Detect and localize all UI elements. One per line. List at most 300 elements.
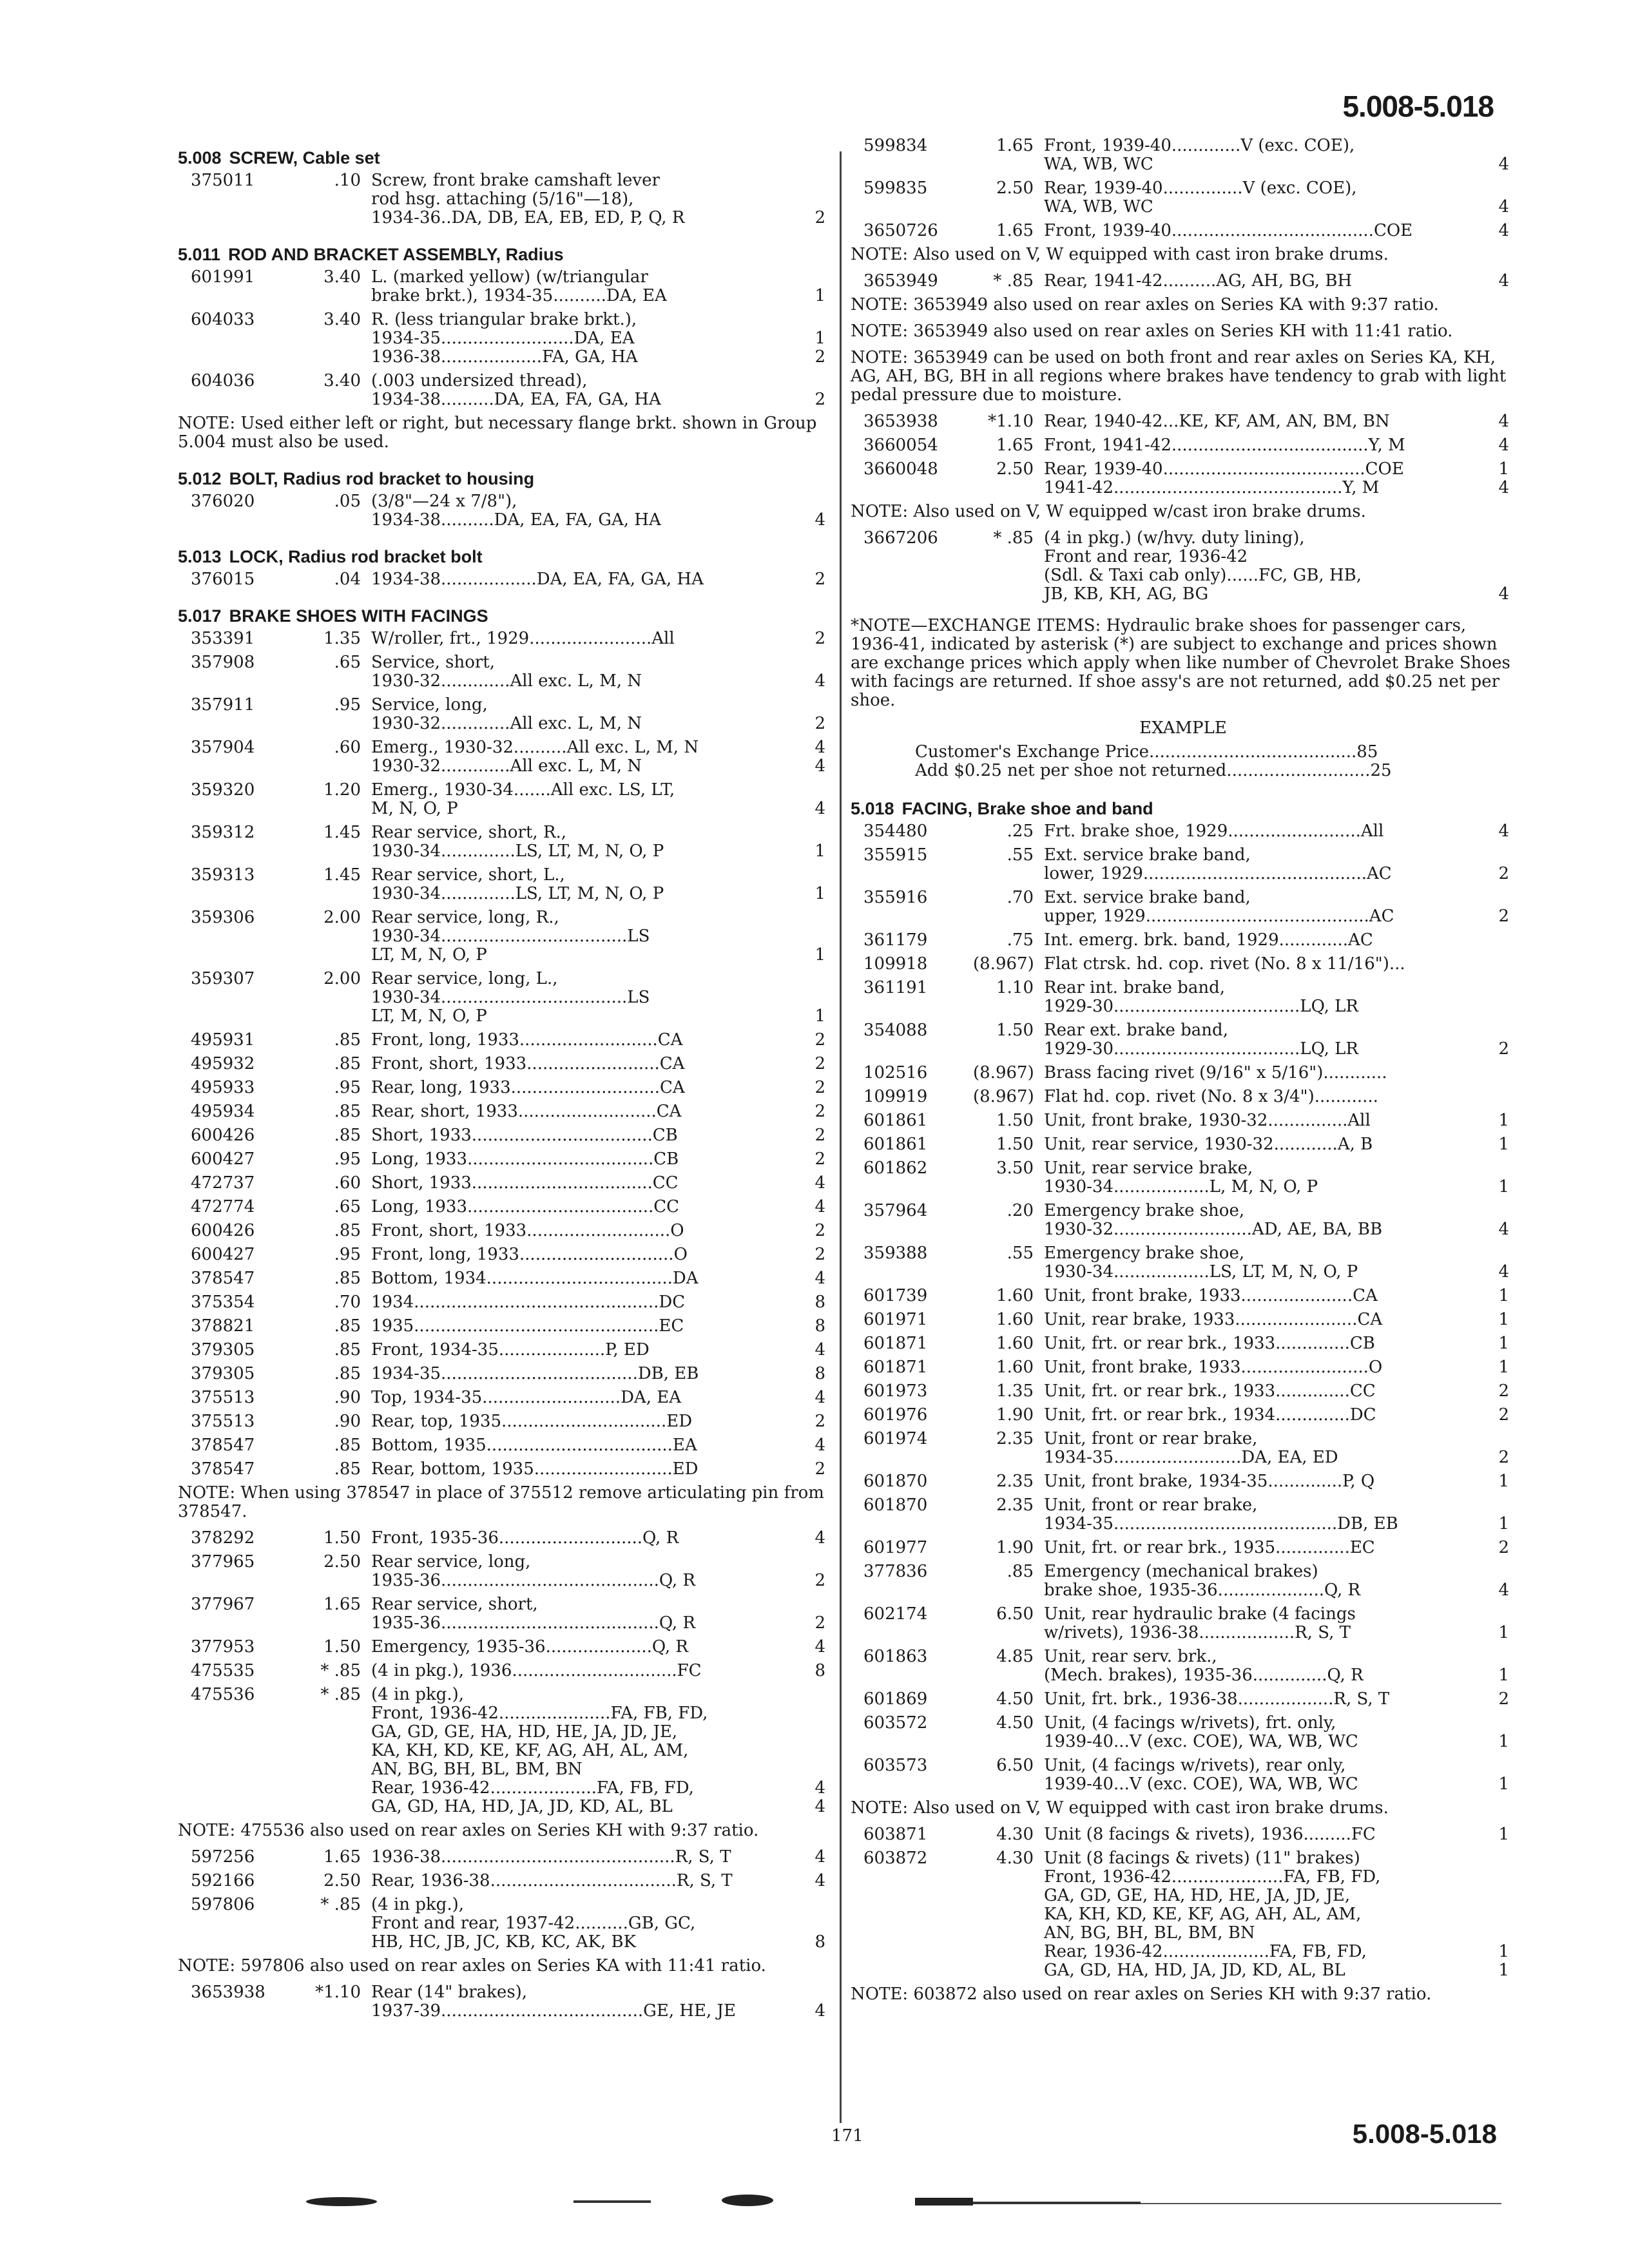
price: .95: [334, 1078, 361, 1097]
part-number: 601871: [863, 1334, 928, 1353]
left-column: [178, 145, 832, 2039]
part-number: 601870: [863, 1495, 928, 1515]
price: 1.65: [996, 436, 1034, 455]
part-number: 361179: [863, 930, 928, 950]
part-number: 597806: [191, 1895, 255, 1914]
price: 1.60: [996, 1286, 1034, 1305]
section-5-008: [178, 149, 832, 227]
description: Unit, rear hydraulic brake (4 facings w/rivets), 1936-38..................R, S, T: [1044, 1604, 1356, 1642]
description: Unit, front or rear brake, 1934-35..........................................DB, EB: [1044, 1495, 1398, 1533]
description: Flat hd. cop. rivet (No. 8 x 3/4")............: [1044, 1087, 1378, 1106]
part-row: [851, 1756, 1516, 1794]
part-number: 602174: [863, 1604, 928, 1624]
description: Int. emerg. brk. band, 1929.............AC: [1044, 930, 1373, 950]
description: Bottom, 1934...................................DA: [371, 1269, 699, 1288]
part-row: [178, 1553, 832, 1590]
part-row: [851, 1430, 1516, 1467]
part-number: 357911: [191, 695, 255, 715]
part-row: [851, 272, 1516, 291]
quantity: 1: [1498, 1111, 1509, 1130]
part-row: [178, 823, 832, 861]
quantity: 4: [815, 1637, 825, 1657]
price: 1.35: [996, 1381, 1034, 1401]
quantity: 2: [815, 1102, 825, 1121]
description: Unit, (4 facings w/rivets), rear only, 1939-40...V (exc. COE), WA, WB, WC: [1044, 1756, 1358, 1794]
quantity: 8: [815, 1932, 825, 1952]
part-row: [178, 171, 832, 227]
quantity: 2: [815, 1245, 825, 1264]
part-number: 604033: [191, 310, 255, 329]
part-number: 3650726: [863, 221, 938, 240]
part-row: [178, 1102, 832, 1121]
part-number: 359312: [191, 823, 255, 842]
part-number: 378547: [191, 1269, 255, 1288]
part-number: 353391: [191, 629, 255, 648]
part-number: 361191: [863, 978, 928, 997]
part-row: [851, 822, 1516, 841]
note: NOTE: 3653949 also used on rear axles on Series KA with 9:37 ratio.: [851, 295, 1439, 314]
quantity: 1: [1498, 1666, 1509, 1685]
price: 1.45: [323, 865, 361, 885]
part-number: 375011: [191, 171, 255, 190]
price: 2.00: [323, 908, 361, 927]
part-row: [851, 436, 1516, 455]
part-row: [851, 1111, 1516, 1130]
description: Front, 1935-36...........................Q, R: [371, 1528, 679, 1548]
description: Rear, short, 1933..........................CA: [371, 1102, 682, 1121]
part-row: [178, 1389, 832, 1407]
description: 1935..............................................EC: [371, 1316, 684, 1336]
quantity: 8: [815, 1661, 825, 1680]
section-number: 5.017: [178, 606, 222, 626]
section-title: [178, 245, 832, 264]
description: Unit, front brake, 1934-35..............P, Q: [1044, 1472, 1375, 1491]
part-row: [178, 1293, 832, 1312]
quantity: 4: [815, 1388, 825, 1407]
part-row: [178, 1269, 832, 1288]
description: Front, 1939-40......................................COE: [1044, 221, 1413, 240]
part-number: 603872: [863, 1849, 928, 1868]
part-row: [851, 1539, 1516, 1557]
part-row: [851, 1406, 1516, 1425]
note: NOTE: 597806 also used on rear axles on Series KA with 11:41 ratio.: [178, 1956, 766, 1975]
price: 4.30: [996, 1825, 1034, 1844]
quantity: 1: [1498, 1177, 1509, 1196]
description: Flat ctrsk. hd. cop. rivet (No. 8 x 11/16")...: [1044, 954, 1405, 974]
page-range-header: 5.008-5.018: [1342, 90, 1494, 123]
part-number: 102516: [863, 1063, 928, 1082]
price: .85: [334, 1030, 361, 1050]
page-range-footer: 5.008-5.018: [1352, 2119, 1497, 2149]
part-number: 377953: [191, 1637, 255, 1657]
exchange-note: *NOTE—EXCHANGE ITEMS: Hydraulic brake shoes for passenger cars, 1936-41, indicated by asterisk (*) are subject to exchange and prices shown are exchange prices which apply when like number of Chevrolet Brake Shoes with facings are returned. If shoe assy's are not returned, add $0.25 net per shoe.: [851, 616, 1510, 710]
price: .75: [1007, 930, 1034, 950]
quantity: 1: [1498, 1514, 1509, 1533]
description: Rear service, short, R., 1930-34..............LS, LT, M, N, O, P: [371, 823, 664, 861]
part-number: 359313: [191, 865, 255, 885]
quantity: 4: [1498, 1262, 1509, 1282]
description: Short, 1933..................................CB: [371, 1126, 678, 1145]
part-number: 359320: [191, 780, 255, 800]
quantity: 1: [815, 841, 825, 861]
description: Rear service, long, L., 1930-34...................................LS LT, M, N, O, P: [371, 969, 650, 1026]
price: 2.00: [323, 969, 361, 988]
description: Frt. brake shoe, 1929.........................All: [1044, 822, 1384, 841]
price: .55: [1007, 845, 1034, 865]
price: * .85: [320, 1685, 361, 1704]
quantity: 4: [815, 799, 825, 818]
part-row: [178, 1341, 832, 1360]
quantity: 2: [815, 714, 825, 733]
quantity: 1 4: [1498, 459, 1509, 497]
quantity: 8: [815, 1364, 825, 1383]
part-row: [851, 955, 1516, 974]
description: Bottom, 1935...................................EA: [371, 1436, 697, 1455]
description: 1934..............................................DC: [371, 1293, 686, 1312]
quantity: 4: [815, 1528, 825, 1548]
part-row: [178, 738, 832, 776]
description: Front, 1941-42.....................................Y, M: [1044, 436, 1405, 455]
quantity: 2: [1498, 1405, 1509, 1425]
price: 2.50: [323, 1871, 361, 1890]
part-row: [178, 1198, 832, 1216]
quantity: 4: [815, 2001, 825, 2021]
part-number: 376020: [191, 492, 255, 511]
price: 1.65: [323, 1847, 361, 1867]
part-row: [851, 1159, 1516, 1196]
part-row: [178, 1245, 832, 1264]
description: Ext. service brake band, upper, 1929..........................................AC: [1044, 888, 1394, 926]
part-row: [851, 979, 1516, 1016]
price: .65: [334, 1197, 361, 1216]
description: Unit, front brake, 1933........................O: [1044, 1358, 1383, 1377]
note: NOTE: Also used on V, W equipped with cast iron brake drums.: [851, 245, 1389, 264]
price: 1.50: [996, 1135, 1034, 1154]
note: NOTE: 603872 also used on rear axles on Series KH with 9:37 ratio.: [851, 1984, 1432, 2004]
description: Rear service, short, 1935-36.........................................Q, R: [371, 1595, 696, 1633]
description: Unit, front brake, 1930-32...............All: [1044, 1111, 1371, 1130]
part-row: [178, 1412, 832, 1431]
quantity: 2: [815, 1221, 825, 1240]
price: 4.85: [996, 1647, 1034, 1666]
price: .85: [334, 1436, 361, 1455]
price: .95: [334, 1245, 361, 1264]
part-number: 354480: [863, 822, 928, 841]
price: .85: [334, 1459, 361, 1479]
quantity: 1 1: [1498, 1942, 1509, 1980]
part-row: [851, 1334, 1516, 1353]
part-number: 604036: [191, 371, 255, 390]
part-number: 375513: [191, 1388, 255, 1407]
price: *1.10: [315, 1983, 361, 2002]
description: Long, 1933...................................CB: [371, 1149, 679, 1169]
part-row: [178, 1529, 832, 1548]
quantity: 2: [815, 1613, 825, 1633]
description: Unit, frt. brk., 1936-38..................R, S, T: [1044, 1689, 1390, 1709]
quantity: 1 2: [815, 329, 825, 367]
part-row: [851, 1714, 1516, 1751]
price: .55: [1007, 1244, 1034, 1263]
part-number: 603572: [863, 1713, 928, 1733]
note: NOTE: 3653949 can be used on both front and rear axles on Series KA, KH, AG, AH, BG, BH in all regions where brakes have tendency to grab with light pedal pressure due to moisture.: [851, 348, 1507, 405]
description: Unit (8 facings & rivets), 1936.........FC: [1044, 1825, 1376, 1844]
quantity: 2: [815, 1054, 825, 1073]
description: Front, 1939-40.............V (exc. COE), WA, WB, WC: [1044, 136, 1355, 174]
part-row: [178, 1686, 832, 1816]
part-row: [851, 1202, 1516, 1239]
part-row: [178, 1983, 832, 2021]
quantity: 2: [1498, 1381, 1509, 1401]
quantity: 2: [1498, 907, 1509, 926]
part-row: [178, 1079, 832, 1097]
price: 2.35: [996, 1495, 1034, 1515]
part-number: 597256: [191, 1847, 255, 1867]
section-number: 5.018: [851, 799, 894, 818]
description: Short, 1933..................................CC: [371, 1173, 679, 1193]
description: 1934-38..................DA, EA, FA, GA, HA: [371, 570, 704, 589]
description: Rear int. brake band, 1929-30...................................LQ, LR: [1044, 978, 1358, 1016]
part-row: [851, 1287, 1516, 1305]
price: 1.50: [996, 1111, 1034, 1130]
part-number: 359388: [863, 1244, 928, 1263]
part-row: [851, 1562, 1516, 1600]
price: .85: [334, 1269, 361, 1288]
part-row: [851, 889, 1516, 926]
description: Front, long, 1933.............................O: [371, 1245, 688, 1264]
note: NOTE: When using 378547 in place of 375512 remove articulating pin from 378547.: [178, 1483, 824, 1521]
price: (8.967): [973, 1087, 1034, 1106]
parts-list: [851, 1825, 1516, 1980]
price: 6.50: [996, 1604, 1034, 1624]
part-number: 375354: [191, 1293, 255, 1312]
quantity: 2: [815, 570, 825, 589]
part-number: 599834: [863, 136, 928, 155]
quantity: 1: [1498, 1732, 1509, 1751]
quantity: 1: [1498, 1286, 1509, 1305]
description: Unit, rear serv. brk., (Mech. brakes), 1935-36..............Q, R: [1044, 1647, 1364, 1685]
note: NOTE: 3653949 also used on rear axles on Series KH with 11:41 ratio.: [851, 322, 1453, 341]
section-number: 5.011: [178, 245, 221, 264]
description: Front, 1934-35....................P, ED: [371, 1340, 650, 1360]
part-number: 601976: [863, 1405, 928, 1425]
part-row: [851, 1825, 1516, 1844]
quantity: 8: [815, 1293, 825, 1312]
price: .95: [334, 695, 361, 715]
part-row: [178, 1595, 832, 1633]
part-number: 600426: [191, 1221, 255, 1240]
price: 6.50: [996, 1756, 1034, 1775]
price: .60: [334, 1173, 361, 1193]
part-row: [178, 866, 832, 903]
part-row: [851, 529, 1516, 604]
price: 2.50: [996, 178, 1034, 198]
price: 4.50: [996, 1713, 1034, 1733]
price: .90: [334, 1388, 361, 1407]
section-name: BRAKE SHOES WITH FACINGS: [229, 606, 488, 626]
description: Service, short, 1930-32.............All exc. L, M, N: [371, 653, 642, 691]
section-5-012: [178, 470, 832, 530]
quantity: 4: [815, 671, 825, 691]
description: Front, short, 1933...........................O: [371, 1221, 684, 1240]
price: 1.50: [323, 1637, 361, 1657]
quantity: 2: [1498, 1448, 1509, 1467]
part-number: 378292: [191, 1528, 255, 1548]
section-name: FACING, Brake shoe and band: [901, 799, 1153, 818]
quantity: 2: [1498, 1689, 1509, 1709]
description: Unit, rear brake, 1933.......................CA: [1044, 1310, 1383, 1329]
part-row: [851, 1088, 1516, 1106]
section-number: 5.008: [178, 148, 222, 168]
price: .70: [334, 1293, 361, 1312]
quantity: 1: [815, 1006, 825, 1026]
example-title: EXAMPLE: [1139, 718, 1227, 738]
price: 1.90: [996, 1405, 1034, 1425]
part-number: 495934: [191, 1102, 255, 1121]
description: Unit, (4 facings w/rivets), frt. only, 1939-40...V (exc. COE), WA, WB, WC: [1044, 1713, 1358, 1751]
description: Unit, frt. or rear brk., 1933..............CC: [1044, 1381, 1376, 1401]
part-number: 378547: [191, 1459, 255, 1479]
quantity: 2: [1498, 864, 1509, 883]
part-row: [851, 179, 1516, 216]
part-row: [178, 1896, 832, 1952]
section-title: [178, 149, 832, 168]
part-row: [851, 1472, 1516, 1491]
description: Emerg., 1930-32..........All exc. L, M, N 1930-32.............All exc. L, M, N: [371, 738, 699, 776]
part-row: [851, 1648, 1516, 1685]
price: .85: [334, 1221, 361, 1240]
part-row: [851, 1358, 1516, 1377]
part-row: [851, 1311, 1516, 1329]
part-number: 377967: [191, 1595, 255, 1614]
description: (4 in pkg.), 1936...............................FC: [371, 1661, 702, 1680]
part-number: 359306: [191, 908, 255, 927]
part-number: 592166: [191, 1871, 255, 1890]
description: Rear, 1941-42..........AG, AH, BG, BH: [1044, 271, 1353, 291]
description: R. (less triangular brake brkt.), 1934-35.........................DA, EA 1936-38...................FA, GA, HA: [371, 310, 638, 367]
description: Service, long, 1930-32.............All exc. L, M, N: [371, 695, 642, 733]
part-number: 601973: [863, 1381, 928, 1401]
price: 1.65: [323, 1595, 361, 1614]
part-row: [178, 781, 832, 818]
part-number: 355916: [863, 888, 928, 907]
right-column: [851, 137, 1516, 2022]
description: Unit, frt. or rear brk., 1933..............CB: [1044, 1334, 1375, 1353]
price: .25: [1007, 822, 1034, 841]
description: 1934-35.....................................DB, EB: [371, 1364, 699, 1383]
description: Top, 1934-35..........................DA, EA: [371, 1388, 681, 1407]
section-name: LOCK, Radius rod bracket bolt: [229, 547, 483, 566]
part-number: 601991: [191, 267, 255, 287]
part-row: [851, 1605, 1516, 1642]
price: * .85: [320, 1895, 361, 1914]
part-number: 601870: [863, 1472, 928, 1491]
quantity: 2: [815, 390, 825, 409]
part-row: [178, 1436, 832, 1455]
price: 2.50: [323, 1552, 361, 1571]
part-number: 378821: [191, 1316, 255, 1336]
quantity: 2: [815, 1078, 825, 1097]
price: 2.50: [996, 459, 1034, 479]
part-number: 3653938: [863, 412, 938, 431]
description: Rear service, long, 1935-36.........................................Q, R: [371, 1552, 696, 1590]
quantity: 4: [1498, 1581, 1509, 1600]
quantity: 1: [1498, 1472, 1509, 1491]
part-number: 379305: [191, 1340, 255, 1360]
part-number: 357904: [191, 738, 255, 757]
description: Rear service, long, R., 1930-34...................................LS LT, M, N, O, P: [371, 908, 650, 965]
description: Emergency brake shoe, 1930-32..........................AD, AE, BA, BB: [1044, 1201, 1383, 1239]
part-number: 603573: [863, 1756, 928, 1775]
part-row: [851, 846, 1516, 883]
part-row: [178, 1317, 832, 1336]
scan-artifact-marks: [303, 2187, 1527, 2213]
example-line: Customer's Exchange Price.......................................85: [915, 742, 1378, 762]
description: Rear service, short, L., 1930-34..............LS, LT, M, N, O, P: [371, 865, 664, 903]
part-row: [851, 137, 1516, 174]
price: 1.65: [996, 221, 1034, 240]
description: (.003 undersized thread), 1934-38..........DA, EA, FA, GA, HA: [371, 371, 661, 409]
note: NOTE: Also used on V, W equipped with cast iron brake drums.: [851, 1798, 1389, 1818]
price: 1.60: [996, 1334, 1034, 1353]
section-title: [178, 607, 832, 626]
description: Brass facing rivet (9/16" x 5/16")............: [1044, 1063, 1387, 1082]
part-number: 495932: [191, 1054, 255, 1073]
quantity: 4: [1498, 584, 1509, 604]
price: .95: [334, 1149, 361, 1169]
part-number: 378547: [191, 1436, 255, 1455]
note: NOTE: Used either left or right, but necessary flange brkt. shown in Group 5.004 must also be used.: [178, 414, 817, 452]
quantity: 4: [815, 1269, 825, 1288]
price: .85: [334, 1102, 361, 1121]
continued-brake-shoes: [851, 529, 1516, 604]
description: Rear, 1939-40...............V (exc. COE), WA, WB, WC: [1044, 178, 1357, 216]
quantity: 2: [815, 1149, 825, 1169]
part-row: [851, 931, 1516, 950]
part-row: [178, 1638, 832, 1657]
description: Emergency brake shoe, 1930-34..................LS, LT, M, N, O, P: [1044, 1244, 1358, 1282]
description: Unit, frt. or rear brk., 1934..............DC: [1044, 1405, 1376, 1425]
quantity: 1: [815, 945, 825, 965]
quantity: 4: [1498, 197, 1509, 216]
price: .65: [334, 653, 361, 672]
part-number: 601862: [863, 1158, 928, 1178]
description: Unit, frt. or rear brk., 1935..............EC: [1044, 1538, 1375, 1557]
quantity: 2: [815, 1571, 825, 1590]
part-number: 109919: [863, 1087, 928, 1106]
part-number: 475536: [191, 1685, 255, 1704]
part-row: [178, 268, 832, 305]
part-number: 600426: [191, 1126, 255, 1145]
part-number: 354088: [863, 1021, 928, 1040]
part-row: [851, 1849, 1516, 1980]
description: 1936-38............................................R, S, T: [371, 1847, 731, 1867]
part-number: 601861: [863, 1135, 928, 1154]
description: Rear, 1939-40......................................COE 1941-42...........................................Y, M: [1044, 459, 1404, 497]
section-5-017: [178, 607, 832, 2021]
part-number: 3660048: [863, 459, 938, 479]
quantity: 2: [815, 1412, 825, 1431]
continued-brake-shoes: [851, 137, 1516, 240]
price: 3.40: [323, 267, 361, 287]
part-row: [178, 970, 832, 1026]
part-number: 3660054: [863, 436, 938, 455]
price: 3.40: [323, 310, 361, 329]
part-number: 357964: [863, 1201, 928, 1220]
price: .85: [334, 1126, 361, 1145]
section-5-013: [178, 548, 832, 589]
part-number: 601971: [863, 1310, 928, 1329]
part-row: [178, 1222, 832, 1240]
